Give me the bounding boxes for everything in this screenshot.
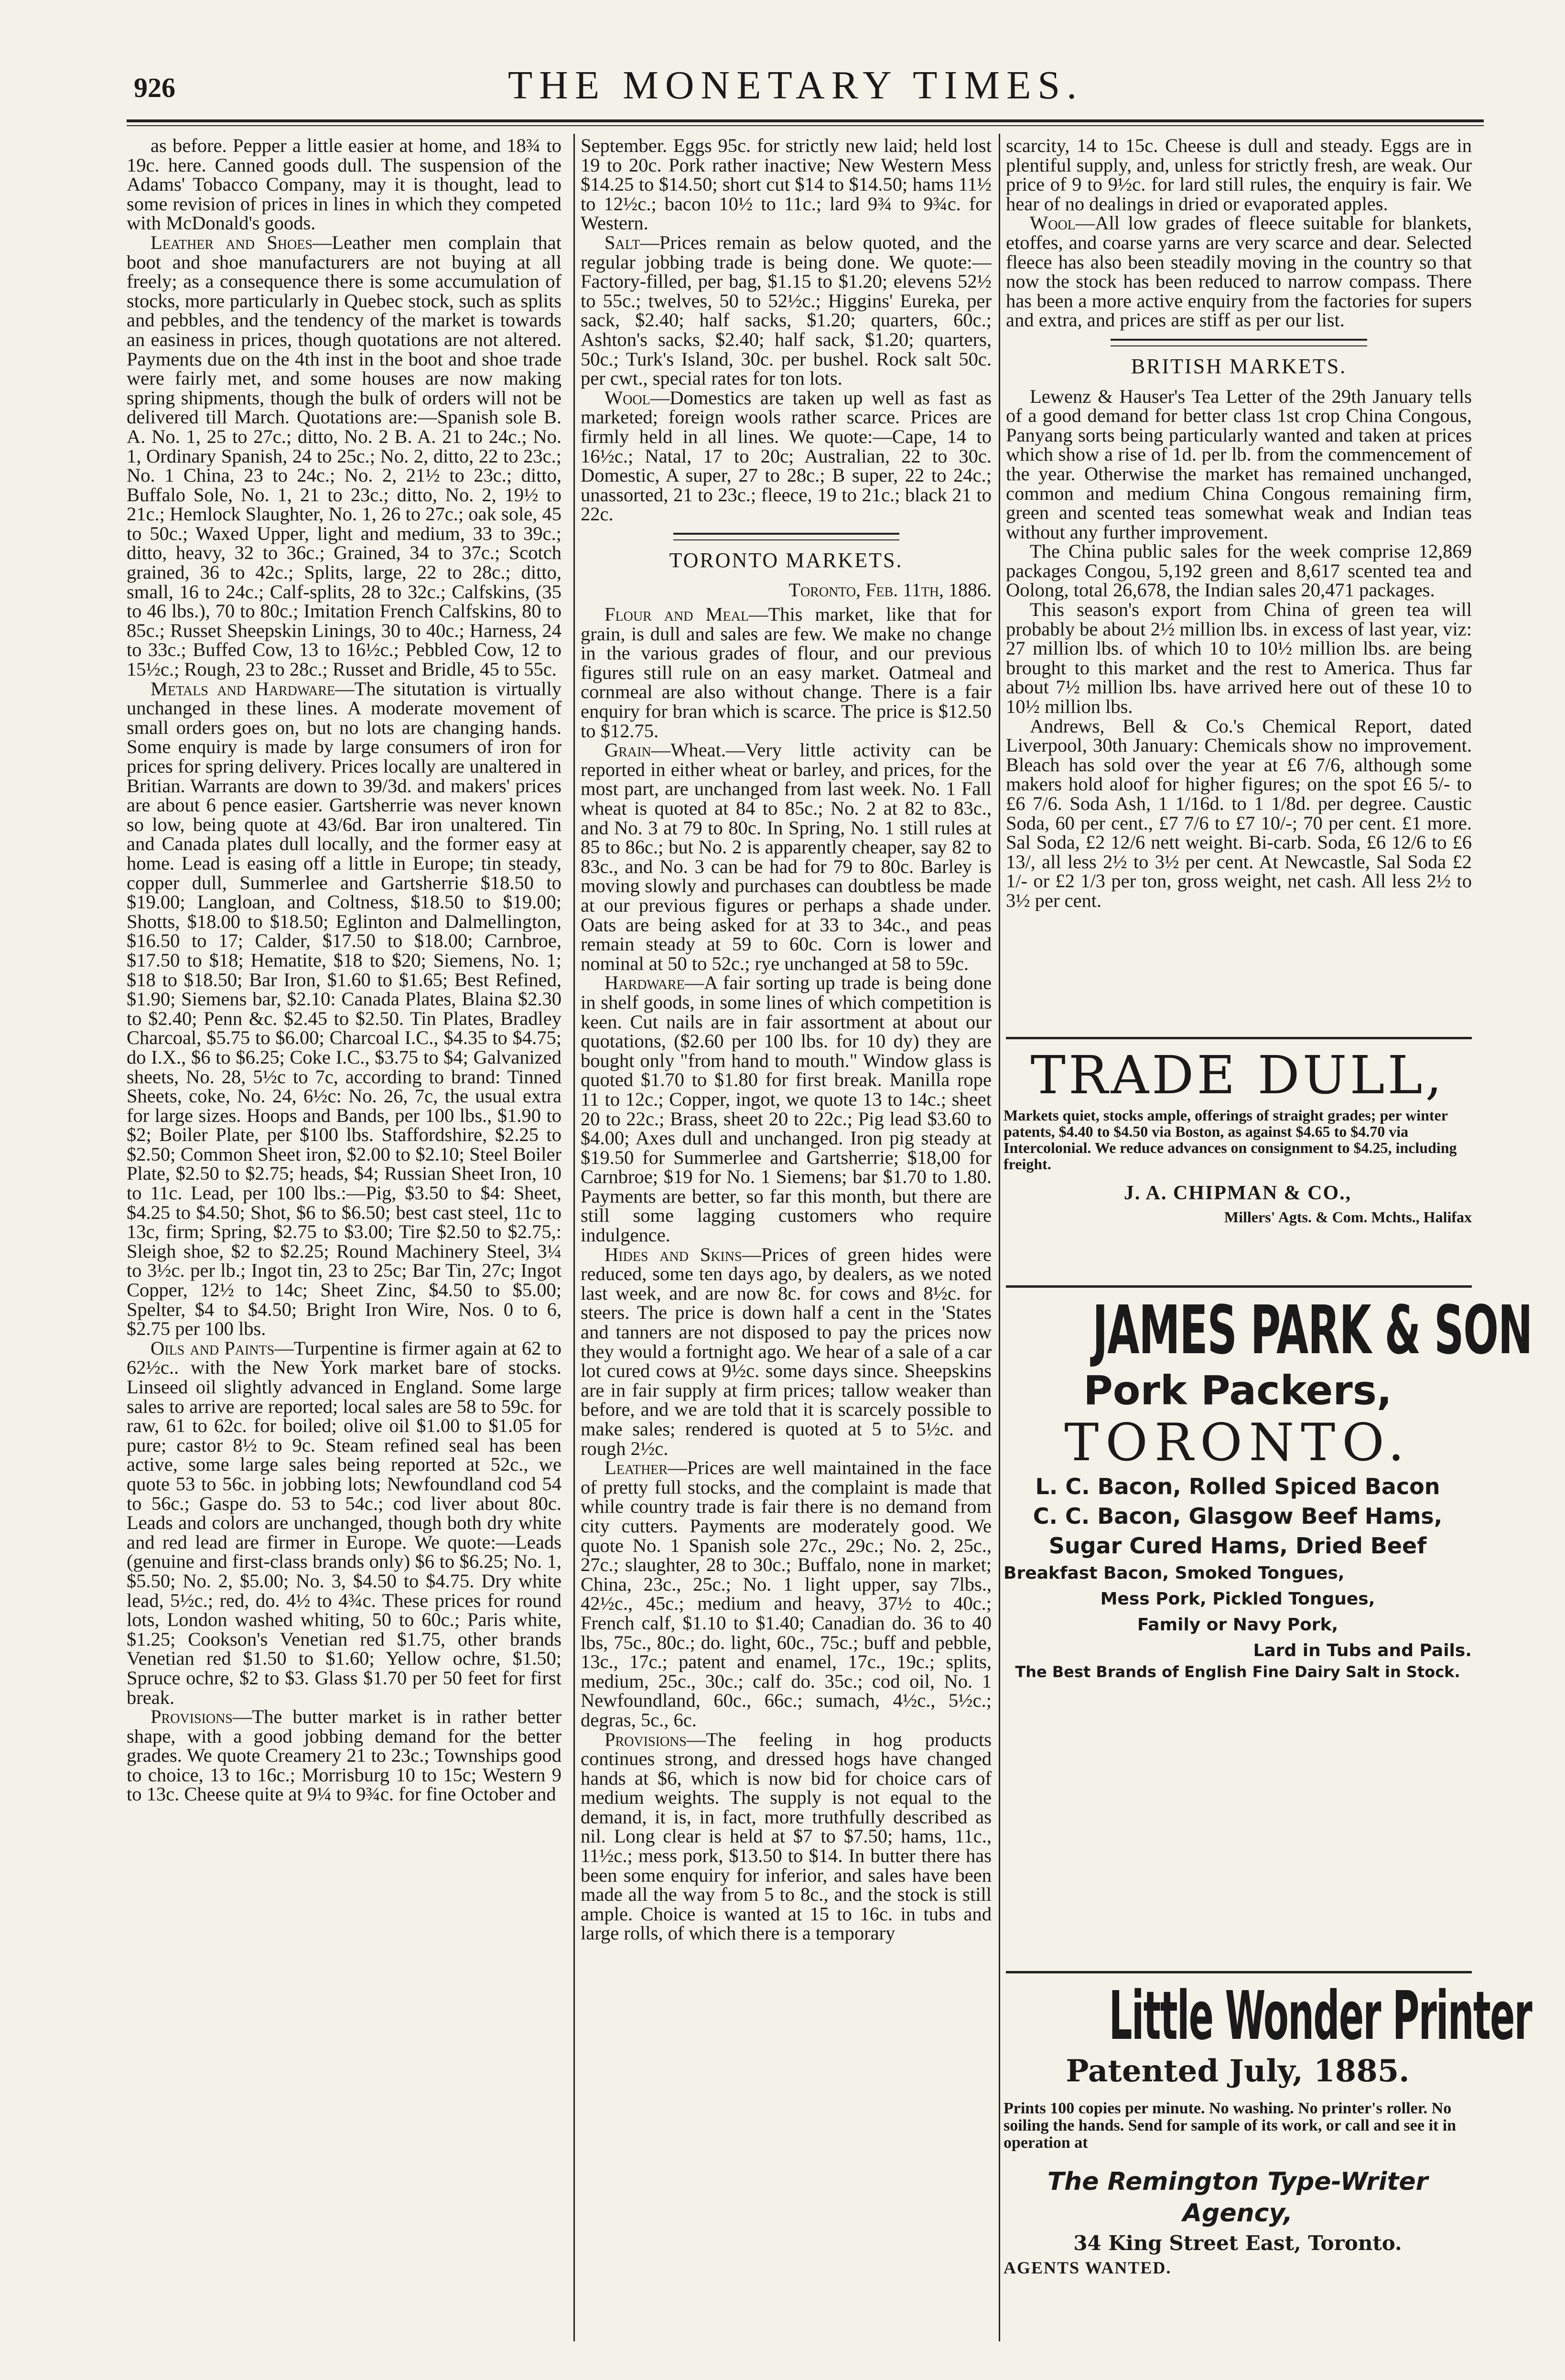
product-line: Family or Navy Pork,: [1137, 1615, 1338, 1635]
paragraph: Metals and Hardware—The situtation is virtually unchanged in these lines. A moderate movement of small orders goes on, but no lots are changing hands. Some enquiry is made by large consumers of iron for prices for spring delivery. Prices locally are unaltered in Britian. Warrants are down to 39/3d. and makers' prices are about 6 pence easier. Gartsherrie was never known so low, being quote at 43/6d. Bar iron unaltered. Tin and Canada plates dull locally, and the former easy at home. Lead is easing off a little in Europe; tin steady, copper dull, Summerlee and Gartsherrie $18.50 to $19.00; Langloan, and Coltness, $18.50 to $19.00; Shotts, $18.00 to $18.50; Eglinton and Dalmellington, $16.50 to 17; Calder, $17.50 to $18.00; Carnbroe, $17.50 to $18; Hematite, $18 to $20; Siemens, No. 1; $18 to $18.50; Bar Iron, $1.60 to $1.65; Best Refined, $1.90; Siemens bar, $2.10: Canada Plates, Blaina $2.30 to $2.40; Penn &c. $2.45 to $2.50. Tin Plates, Bradley Charcoal, $5.75 to $6.00; Charcoal I.C., $4.35 to $4.75; do I.X., $6 to $6.25; Coke I.C., $3.75 to $4; Galvanized sheets, No. 28, 5½c to 7c, according to brand: Tinned Sheets, coke, No. 24, 6½c: No. 26, 7c, the usual extra for large sizes. Hoops and Bands, per 100 lbs., $1.90 to $2; Boiler Plate, per $100 lbs. Staffordshire, $2.25 to $2.50; Common Sheet iron, $2.00 to $2.10; Steel Boiler Plate, $2.50 to $2.75; heads, $4; Russian Sheet Iron, 10 to 11c. Lead, per 100 lbs.:—Pig, $3.50 to $4: Sheet, $4.25 to $4.50; Shot, $6 to $6.50; best cast steel, 11c to 13c, firm; Spring, $2.75 to $3.00; Tire $2.50 to $2.75,: Sleigh shoe, $2 to $2.25; Round Machinery Steel, 3¼ to 3½c. per lb.; Ingot tin, 23 to 25c; Bar Tin, 27c; Ingot Copper, 12½ to 14c; Sheet Zinc, $4.50 to $5.00; Spelter, $4 to $4.50; Bright Iron Wire, Nos. 0 to 6, $2.75 per 100 lbs.: [127, 678, 561, 1340]
paragraph: Oils and Paints—Turpentine is firmer again at 62 to 62½c.. with the New York market bare of stocks. Linseed oil slightly advanced in England. Some large sales to arrive are reported; local sales are 58 to 59c. for raw, 61 to 62c. for boiled; olive oil $1.00 to $1.05 for pure; castor 8½ to 9c. Steam refined seal has been active, some large sales being reported at 52c., we quote 53 to 56c. in jobbing lots; Newfoundland cod 54 to 56c.; Gaspe do. 53 to 54c.; cod liver about 80c. Leads and colors are unchanged, though both dry white and red lead are firmer in Europe. We quote:—Leads (genuine and first-class brands only) $6 to $6.25; No. 1, $5.50; No. 2, $5.00; No. 3, $4.50 to $4.75. Dry white lead, 5½c.; red, do. 4½ to 4¾c. These prices for round lots, London washed whiting, 50 to 60c.; Paris white, $1.25; Cookson's Venetian red $1.75, other brands Venetian red $1.50 to $1.60; Yellow ochre, $1.50; Spruce ochre, $2 to $3. Glass $1.70 per 50 feet for first break.: [127, 1337, 561, 1708]
product-line: C. C. Bacon, Glasgow Beef Hams,: [1033, 1503, 1443, 1529]
section-head: Leather and Shoes: [151, 231, 313, 253]
product-line: The Best Brands of English Fine Dairy Salt in Stock.: [1015, 1663, 1460, 1681]
pork-packers: Pork Packers,: [1083, 1367, 1392, 1414]
british-markets-heading: BRITISH MARKETS.: [1131, 354, 1347, 378]
section-head: Metals and Hardware: [151, 678, 335, 700]
section-head: Leather: [604, 1457, 668, 1479]
product-line: Lard in Tubs and Pails.: [1253, 1641, 1472, 1660]
james-park-ad: [1004, 1292, 1533, 1681]
paragraph: Leather—Prices are well maintained in the face of pretty full stocks, and the complaint is made that while country trade is fair there is no demand from city cutters. Payments are moderately good. We quote No. 1 Spanish sole 27c., 29c.; No. 2, 25c., 27c.; slaughter, 28 to 30c.; Buffalo, none in market; China, 23c., 25c.; No. 1 light upper, say 7lbs., 42½c., 45c.; medium and heavy, 37½ to 40c.; French calf, $1.10 to $1.40; Canadian do. 36 to 40 lbs, 75c., 80c.; do. light, 60c., 75c.; buff and pebble, 13c., 17c.; patent and enamel, 17c., 19c.; splits, medium, 25c., 30c.; calf do. 35c.; cod oil, No. 1 Newfoundland, 60c., 66c.; sumach, 4½c., 5½c.; degras, 5c., 6c.: [581, 1457, 992, 1731]
paragraph: Wool—All low grades of fleece suitable for blankets, etoffes, and coarse yarns are very scarce and dear. Selected fleece has also been steadily moving in the country so that now the stock has been reduced to narrow compass. There has been a more active enquiry from the factories for supers and extra, and prices are stiff as per our list.: [1006, 212, 1472, 331]
little-wonder-title: Little Wonder Printer: [1109, 1977, 1532, 2055]
paragraph: scarcity, 14 to 15c. Cheese is dull and steady. Eggs are in plentiful supply, and, unless for strictly fresh, are weak. Our price of 9 to 9½c. for lard still rules, the enquiry is fair. We hear of no dealings in dried or evaporated apples.: [1006, 136, 1472, 215]
paragraph: Provisions—The butter market is in rather better shape, with a good jobbing demand for the better grades. We quote Creamery 21 to 23c.; Townships good to choice, 13 to 16c.; Morrisburg 10 to 15c; Western 9 to 13c. Cheese quite at 9¼ to 9¾c. for fine October and: [127, 1706, 561, 1805]
chipman-subtitle: Millers' Agts. & Com. Mchts., Halifax: [1224, 1208, 1472, 1226]
column-3: [1006, 136, 1472, 1030]
trade-dull-title: TRADE DULL,: [1030, 1045, 1445, 1106]
dateline: Toronto, Feb. 11th, 1886.: [788, 579, 992, 601]
section-head: Hardware: [604, 972, 685, 994]
section-head: Wool: [604, 387, 650, 409]
section-head: Flour and Meal: [604, 603, 749, 625]
paragraph: Lewenz & Hauser's Tea Letter of the 29th January tells of a good demand for better class 1st crop China Congous, Panyang sorts being particularly wanted and taken at prices which show a rise of 1d. per lb. from the commencement of the year. Otherwise the market has remained unchanged, common and medium China Congous remaining firm, green and scented teas somewhat weak and Indian teas without any further improvement.: [1006, 385, 1472, 543]
product-line: Breakfast Bacon, Smoked Tongues,: [1004, 1563, 1345, 1583]
little-wonder-ad: [1004, 1977, 1532, 2278]
paragraph: Salt—Prices remain as below quoted, and the regular jobbing trade is being done. We quote:—Factory-filled, per bag, $1.15 to $1.20; elevens 52½ to 55c.; twelves, 50 to 52½c.; Higgins' Eureka, per sack, $2.40; half sacks, $1.20; quarters, 60c.; Ashton's sacks, $2.40; half sack, $1.20; quarters, 50c.; Turk's Island, 30c. per bushel. Rock salt 50c. per cwt., special rates for ton lots.: [581, 231, 992, 389]
page-header: [119, 62, 1472, 115]
paragraph: September. Eggs 95c. for strictly new laid; held lost 19 to 20c. Pork rather inactive; New Western Mess $14.25 to $14.50; short cut $14 to $14.50; hams 11½ to 12½c.; bacon 10½ to 11c.; lard 9¾ to 9¾c. for Western.: [581, 136, 992, 234]
paragraph: Provisions—The feeling in hog products continues strong, and dressed hogs have changed hands at $6, which is now bid for choice cars of medium weights. The supply is not equal to the demand, it is, in fact, more truthfully described as nil. Long clear is held at $7 to $7.50; hams, 11c., 11½c.; mess pork, $13.50 to $14. In butter there has been some enquiry for inferior, and sales have been made all the way from 5 to 8c., and the stock is still ample. Choice is wanted at 15 to 16c. in tubs and large rolls, of which there is a temporary: [581, 1728, 992, 1944]
ad-rule-mid: [1006, 1285, 1472, 1288]
paragraph: Hides and Skins—Prices of green hides were reduced, some ten days ago, by dealers, as we noted last week, and are now 8c. for cows and 8½c. for steers. The price is down half a cent in the 'States and tanners are not disposed to pay the prices now they would a fortnight ago. We hear of a sale of a car lot cured cows at 9½c. some days since. Sheepskins are in fair supply at firm prices; tallow weaker than before, and we are told that it is scarcely possible to make sales; rendered is quoted at 5 to 5½c. and rough 2½c.: [581, 1243, 992, 1459]
paragraph: as before. Pepper a little easier at home, and 18¾ to 19c. here. Canned goods dull. The suspension of the Adams' Tobacco Company, may it is thought, lead to some revision of prices in lines in which they competed with McDonald's goods.: [127, 136, 561, 234]
column-1: [127, 136, 561, 2353]
section-head: Wool: [1030, 212, 1076, 234]
product-line: Mess Pork, Pickled Tongues,: [1100, 1589, 1375, 1609]
column-divider-1: [573, 134, 575, 2341]
chipman-name: J. A. CHIPMAN & CO.,: [1123, 1182, 1352, 1204]
section-rule: [673, 533, 899, 540]
toronto-label: TORONTO.: [1064, 1413, 1411, 1473]
section-head: Salt: [604, 231, 640, 253]
paragraph: Andrews, Bell & Co.'s Chemical Report, dated Liverpool, 30th January: Chemicals show no improvement. Bleach has sold over the year at £6 7/6, although some makers hold aloof for higher figures; on the spot £6 5/- to £6 7/6. Soda Ash, 1 1/16d. to 1 1/8d. per degree. Caustic Soda, 60 per cent., £7 7/6 to £7 10/-; 70 per cent. £1 more. Sal Soda, £2 12/6 nett weight. Bi-carb. Soda, £6 12/6 to £6 13/, all less 2½ to 3½ per cent. At Newcastle, Sal Soda £2 1/- or £2 1/3 per ton, gross weight, net cash. All less 2½ to 3½ per cent.: [1006, 715, 1472, 911]
james-park-title: JAMES PARK & SON: [1092, 1292, 1533, 1369]
header-rule-thin: [127, 125, 1484, 126]
section-head: Oils and Paints: [151, 1337, 275, 1359]
paragraph: The China public sales for the week comprise 12,869 packages Congou, 5,192 green and 8,617 scented tea and Oolong, total 26,678, the Indian sales 20,471 packages.: [1006, 540, 1472, 601]
page-number: 926: [134, 72, 175, 103]
product-line: L. C. Bacon, Rolled Spiced Bacon: [1035, 1474, 1440, 1499]
agency-address: 34 King Street East, Toronto.: [1073, 2231, 1402, 2255]
paragraph: Leather and Shoes—Leather men complain that boot and shoe manufacturers are not buying at all freely; as a consequence there is some accumulation of stocks, more particularly in Quebec stock, such as splits and pebbles, and the tendency of the market is towards an easiness in prices, though quotations are not altered. Payments due on the 4th inst in the boot and shoe trade were fairly met, and some houses are now making spring shipments, though the bulk of orders will not be delivered till March. Quotations are:—Spanish sole B. A. No. 1, 25 to 27c.; ditto, No. 2 B. A. 21 to 24c.; No. 1, Ordinary Spanish, 24 to 25c.; No. 2, ditto, 22 to 23c.; No. 1 China, 23 to 24c.; No. 2, 21½ to 23c.; ditto, Buffalo Sole, No. 1, 21 to 23c.; ditto, No. 2, 19½ to 21c.; Hemlock Slaughter, No. 1, 26 to 27c.; oak sole, 45 to 50c.; Waxed Upper, light and medium, 33 to 39c.; ditto, heavy, 32 to 36c.; Grained, 34 to 37c.; Scotch grained, 36 to 42c.; Splits, large, 22 to 28c.; ditto, small, 16 to 24c.; Calf-splits, 28 to 32c.; Calfskins, (35 to 46 lbs.), 70 to 80c.; Imitation French Calfskins, 80 to 85c.; Russet Sheepskin Linings, 30 to 40c.; Harness, 24 to 33c.; Buffed Cow, 13 to 16½c.; Pebbled Cow, 12 to 15½c.; Rough, 23 to 28c.; Russet and Bridle, 45 to 55c.: [127, 231, 561, 680]
ad-rule-low: [1006, 1971, 1472, 1973]
paragraph: This season's export from China of green tea will probably be about 2½ million lbs. in excess of last year, viz: 27 million lbs. of which 10 to 10½ million lbs. are being brought to this market and the rest to America. Thus far about 7½ million lbs. have arrived here out of these 10 to 10½ million lbs.: [1006, 599, 1472, 718]
section-rule: [1111, 339, 1367, 346]
column-2: [581, 136, 992, 2353]
paragraph: Hardware—A fair sorting up trade is being done in shelf goods, in some lines of which competition is keen. Cut nails are in fair assortment at about our quotations, ($2.60 per 100 lbs. for 10 dy) they are bought only "from hand to mouth." Window glass is quoted $1.70 to $1.80 for first break. Manilla rope 11 to 12c.; Copper, ingot, we quote 13 to 14c.; sheet 20 to 22c.; Brass, sheet 20 to 22c.; Pig lead $3.60 to $4.00; Axes dull and unchanged. Iron pig steady at $19.50 for Summerlee and Gartsherrie; $18,00 for Carnbroe; $19 for No. 1 Siemens; bar $1.70 to 1.80. Payments are better, so far this month, but there are still some lagging customers who require indulgence.: [581, 972, 992, 1246]
product-line: Sugar Cured Hams, Dried Beef: [1048, 1533, 1427, 1559]
ad-rule-top: [1006, 1037, 1472, 1039]
paragraph: Wool—Domestics are taken up well as fast as marketed; foreign wools rather scarce. Prices are firmly held in all lines. We quote:—Cape, 14 to 16½c.; Natal, 17 to 20c; Australian, 22 to 30c. Domestic, A super, 27 to 28c.; B super, 22 to 24c.; unassorted, 21 to 23c.; fleece, 19 to 21c.; black 21 to 22c.: [581, 387, 992, 525]
trade-dull-ad: [1004, 1045, 1472, 1226]
column-divider-2: [999, 134, 1000, 2341]
paragraph: Grain—Wheat.—Very little activity can be reported in either wheat or barley, and prices, for the most part, are unchanged from last week. No. 1 Fall wheat is quoted at 84 to 85c.; No. 2 at 82 to 83c., and No. 3 at 79 to 80c. In Spring, No. 1 still rules at 85 to 86c.; but No. 2 is apparently cheaper, say 82 to 83c., and No. 3 can be had for 79 to 80c. Barley is moving slowly and purchases can doubtless be made at our previous figures or perhaps a shade under. Oats are being asked for at 33 to 34c., and peas remain steady at 59 to 60c. Corn is lower and nominal at 50 to 52c.; rye unchanged at 58 to 59c.: [581, 739, 992, 974]
section-head: Provisions: [604, 1728, 687, 1750]
section-head: Provisions: [151, 1706, 233, 1728]
section-head: Grain: [604, 739, 651, 761]
toronto-markets-heading: TORONTO MARKETS.: [669, 548, 903, 572]
printer-description: Prints 100 copies per minute. No washing. No printer's roller. No soiling the hands. Send for sample of its work, or call and see it in operation at: [1004, 2100, 1457, 2152]
remington-agency: The Remington Type-Writer Agency,: [1047, 2167, 1428, 2228]
header-rule-thick: [127, 119, 1484, 122]
masthead: THE MONETARY TIMES.: [507, 63, 1084, 108]
trade-dull-body: Markets quiet, stocks ample, offerings of straight grades; per winter patents, $4.40 to $4.50 via Boston, as against $4.65 to $4.70 via Intercolonial. We reduce advances on consignment to $4.25, including freight.: [1004, 1107, 1457, 1173]
section-head: Hides and Skins: [604, 1243, 742, 1265]
patented-date: Patented July, 1885.: [1066, 2053, 1410, 2089]
agents-wanted: AGENTS WANTED.: [1004, 2258, 1172, 2277]
paragraph: Flour and Meal—This market, like that for grain, is dull and sales are few. We make no change in the various grades of flour, and our previous figures still rule on an easy market. Oatmeal and cornmeal are also without change. There is a fair enquiry for bran which is scarce. The price is $12.50 to $12.75.: [581, 603, 992, 742]
